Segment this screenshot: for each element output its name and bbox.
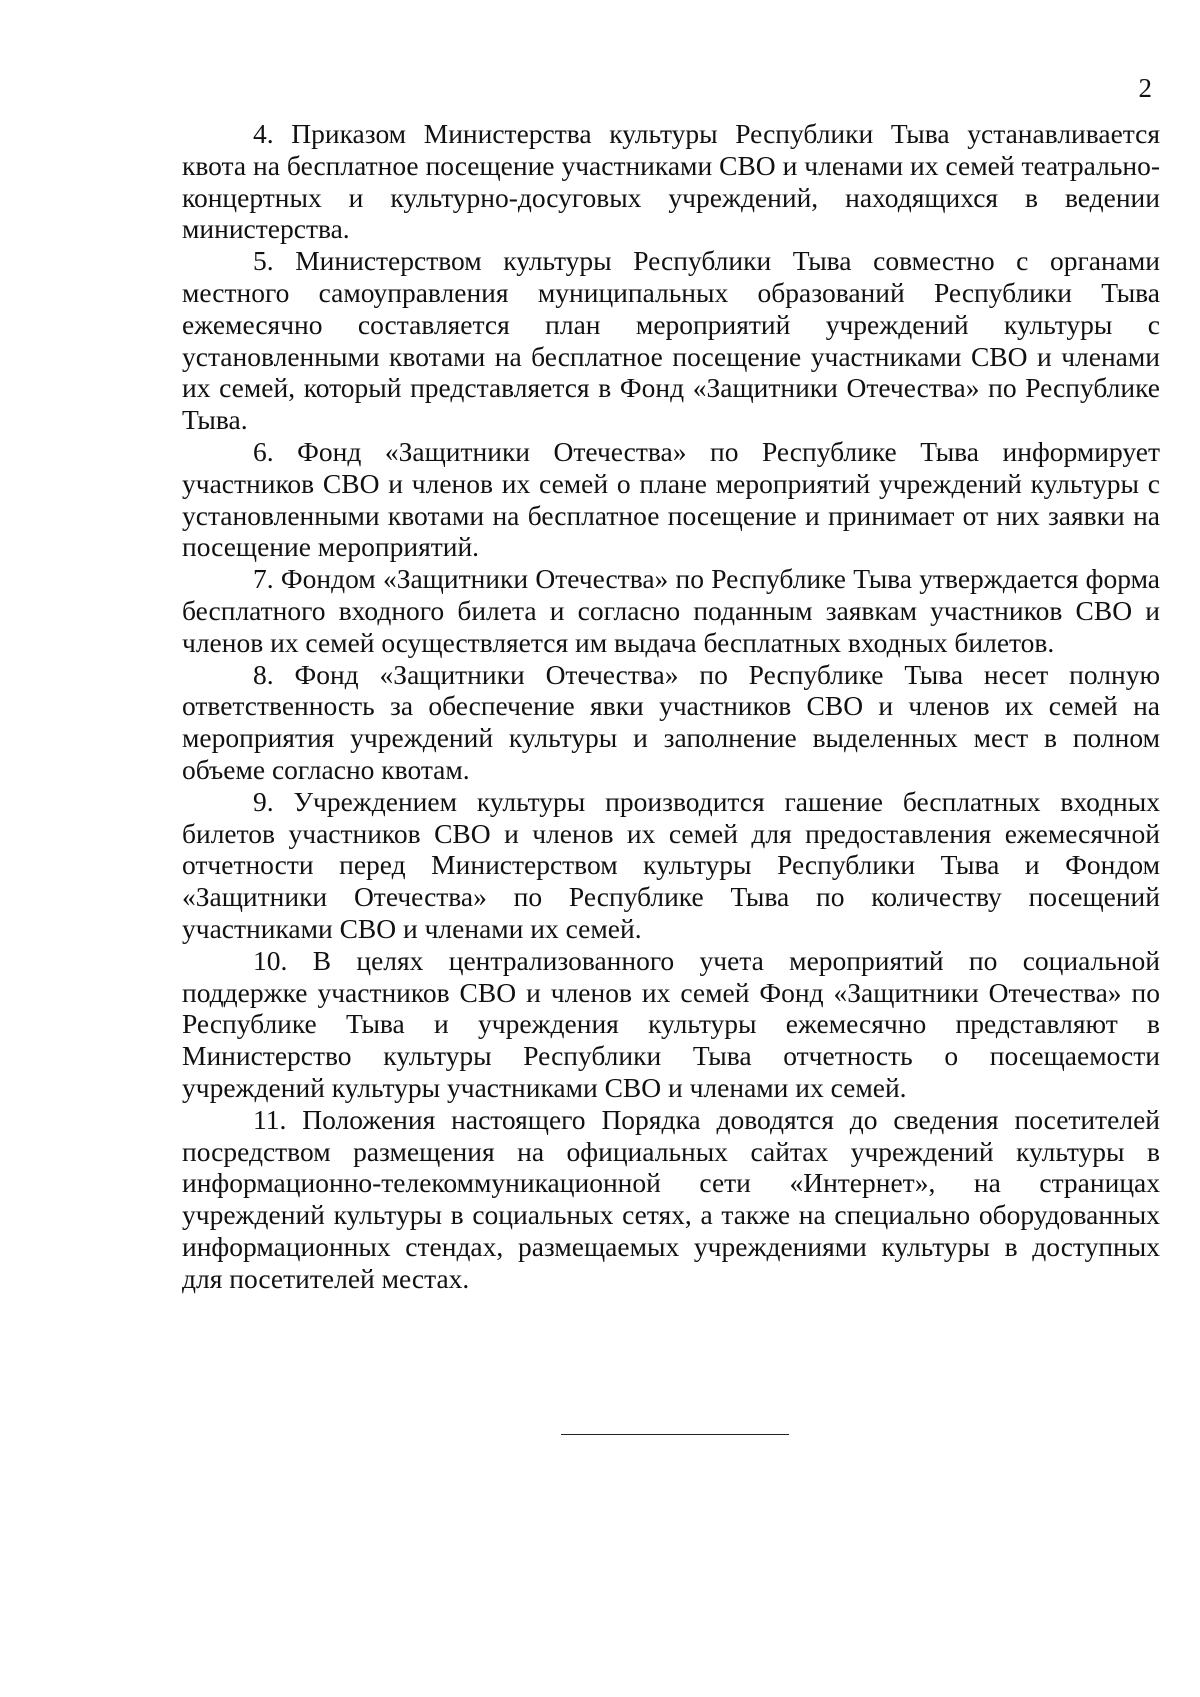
paragraph-9: 9. Учреждением культуры производится гашение бесплатных входных билетов участников СВО и членов их семей для предоставления ежемесячной отчетности перед Министерством культуры Республики Тыва и Фондом «Защитники Отечества» по Республике Тыва по количеству посещений участниками СВО и членами их семей. <box>182 785 1160 944</box>
paragraph-10: 10. В целях централизованного учета мероприятий по социальной поддержке участников СВО и членов их семей Фонд «Защитники Отечества» по Республике Тыва и учреждения культуры ежемесячно представляют в Министерство культуры Республики Тыва отчетность о посещаемости учреждений культуры участниками СВО и членами их семей. <box>182 944 1160 1103</box>
end-of-document-rule <box>561 1434 789 1435</box>
paragraph-8: 8. Фонд «Защитники Отечества» по Республике Тыва несет полную ответственность за обеспечение явки участников СВО и членов их семей на мероприятия учреждений культуры и заполнение выделенных мест в полном объеме согласно квотам. <box>182 658 1160 785</box>
document-body <box>182 118 1160 1294</box>
paragraph-6: 6. Фонд «Защитники Отечества» по Республике Тыва информирует участников СВО и членов их семей о плане мероприятий учреждений культуры с установленными квотами на бесплатное посещение и принимает от них заявки на посещение мероприятий. <box>182 435 1160 563</box>
paragraph-4: 4. Приказом Министерства культуры Республики Тыва устанавливается квота на бесплатное посещение участниками СВО и членами их семей театрально-концертных и культурно-досуговых учреждений, находящихся в ведении министерства. <box>182 118 1160 245</box>
paragraph-5: 5. Министерством культуры Республики Тыва совместно с органами местного самоуправления муниципальных образований Республики Тыва ежемесячно составляется план мероприятий учреждений культуры с установленными квотами на бесплатное посещение участниками СВО и членами их семей, который представляется в Фонд «Защитники Отечества» по Республике Тыва. <box>182 245 1160 436</box>
page-number: 2 <box>1138 73 1152 103</box>
paragraph-7: 7. Фондом «Защитники Отечества» по Республике Тыва утверждается форма бесплатного входного билета и согласно поданным заявкам участников СВО и членов их семей осуществляется им выдача бесплатных входных билетов. <box>182 563 1160 658</box>
paragraph-11: 11. Положения настоящего Порядка доводятся до сведения посетителей посредством размещения на официальных сайтах учреждений культуры в информационно-телекоммуникационной сети «Интернет», на страницах учреждений культуры в социальных сетях, а также на специально оборудованных информационных стендах, размещаемых учреждениями культуры в доступных для посетителей местах. <box>182 1103 1160 1294</box>
